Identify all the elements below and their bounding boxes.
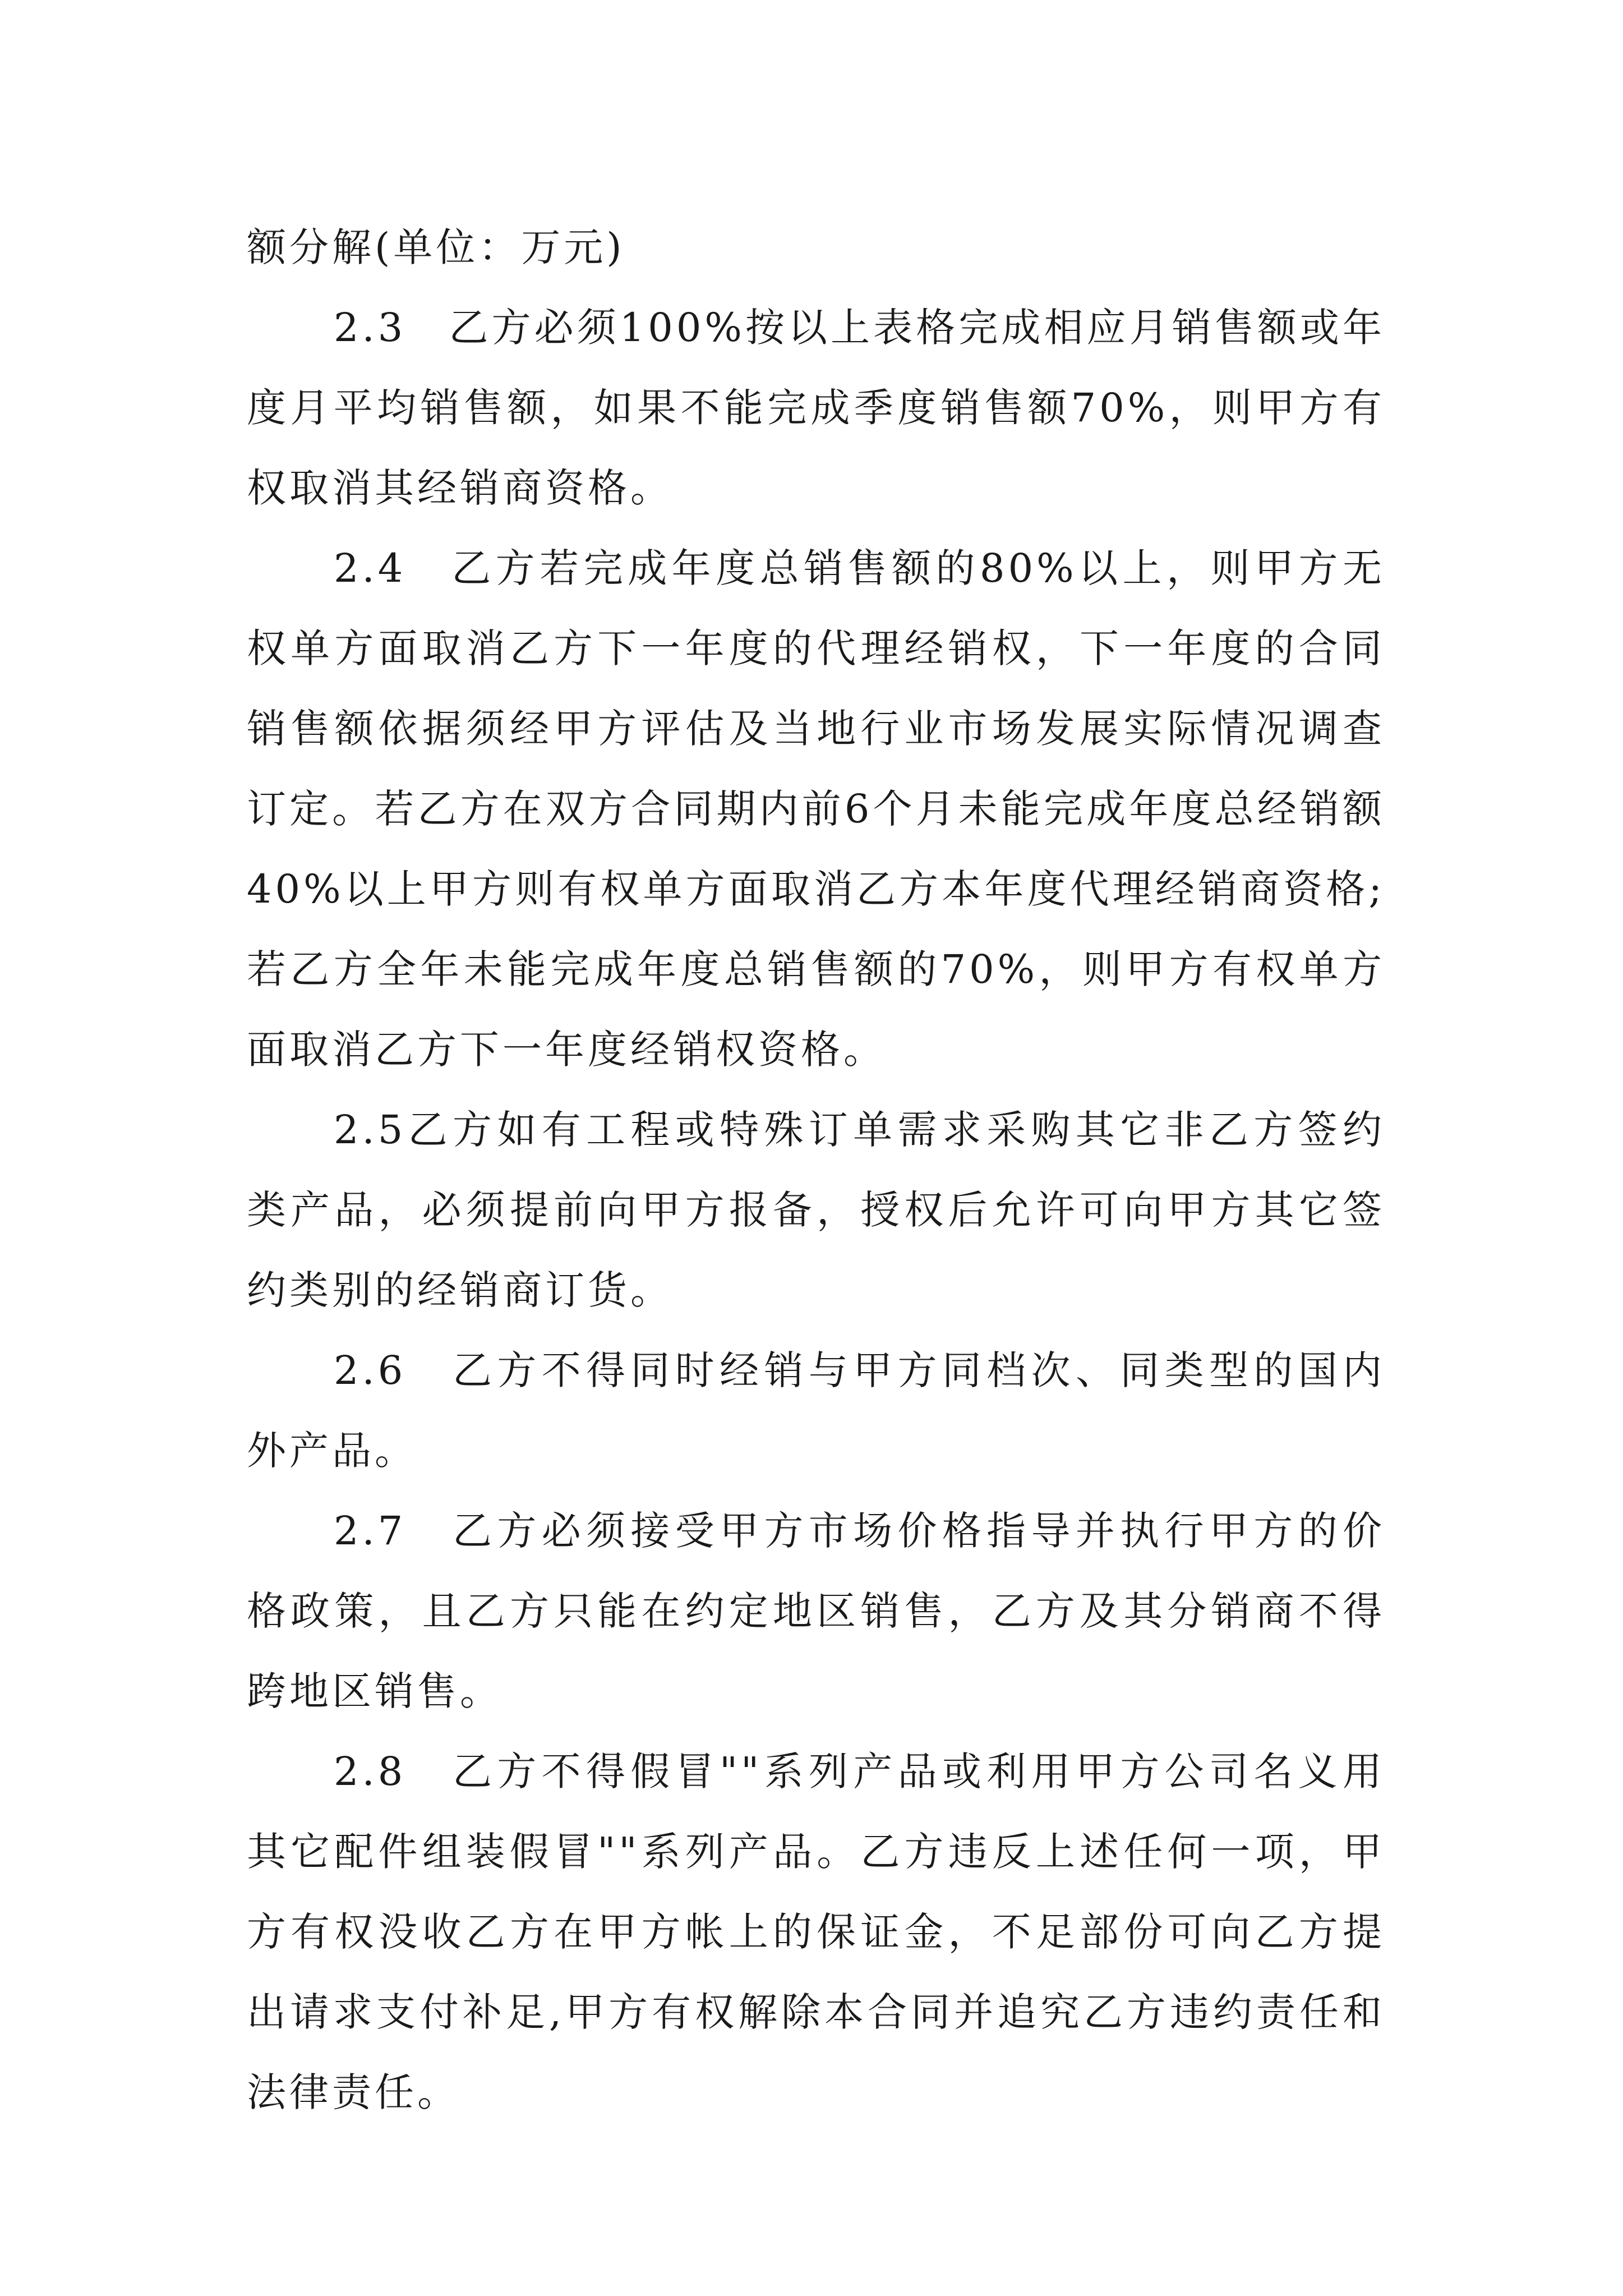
paragraph-clause-2-6: 2.6 乙方不得同时经销与甲方同档次、同类型的国内外产品。 — [247, 1347, 1385, 1474]
paragraph-clause-2-5: 2.5乙方如有工程或特殊订单需求采购其它非乙方签约类产品，必须提前向甲方报备，授权后允许可向甲方其它签约类别的经销商订货。 — [247, 1107, 1385, 1313]
paragraph-clause-2-8: 2.8 乙方不得假冒""系列产品或利用甲方公司名义用其它配件组装假冒""系列产品。乙方违反上述任何一项，甲方有权没收乙方在甲方帐上的保证金，不足部份可向乙方提出请求支付补足,甲方有权解除本合同并追究乙方违约责任和法律责任。 — [247, 1749, 1385, 2115]
paragraph-clause-2-7: 2.7 乙方必须接受甲方市场价格指导并执行甲方的价格政策，且乙方只能在约定地区销售，乙方及其分销商不得跨地区销售。 — [247, 1508, 1385, 1714]
paragraph-table-caption-continuation: 额分解(单位：万元) — [247, 224, 625, 270]
paragraph-clause-2-3: 2.3 乙方必须100%按以上表格完成相应月销售额或年度月平均销售额，如果不能完成季度销售额70%，则甲方有权取消其经销商资格。 — [247, 305, 1385, 511]
document-body — [247, 208, 1385, 2133]
paragraph-clause-2-4: 2.4 乙方若完成年度总销售额的80%以上，则甲方无权单方面取消乙方下一年度的代理经销权，下一年度的合同销售额依据须经甲方评估及当地行业市场发展实际情况调查订定。若乙方在双方合同期内前6个月未能完成年度总经销额40%以上甲方则有权单方面取消乙方本年度代理经销商资格;若乙方全年未能完成年度总销售额的70%，则甲方有权单方面取消乙方下一年度经销权资格。 — [247, 545, 1385, 1073]
